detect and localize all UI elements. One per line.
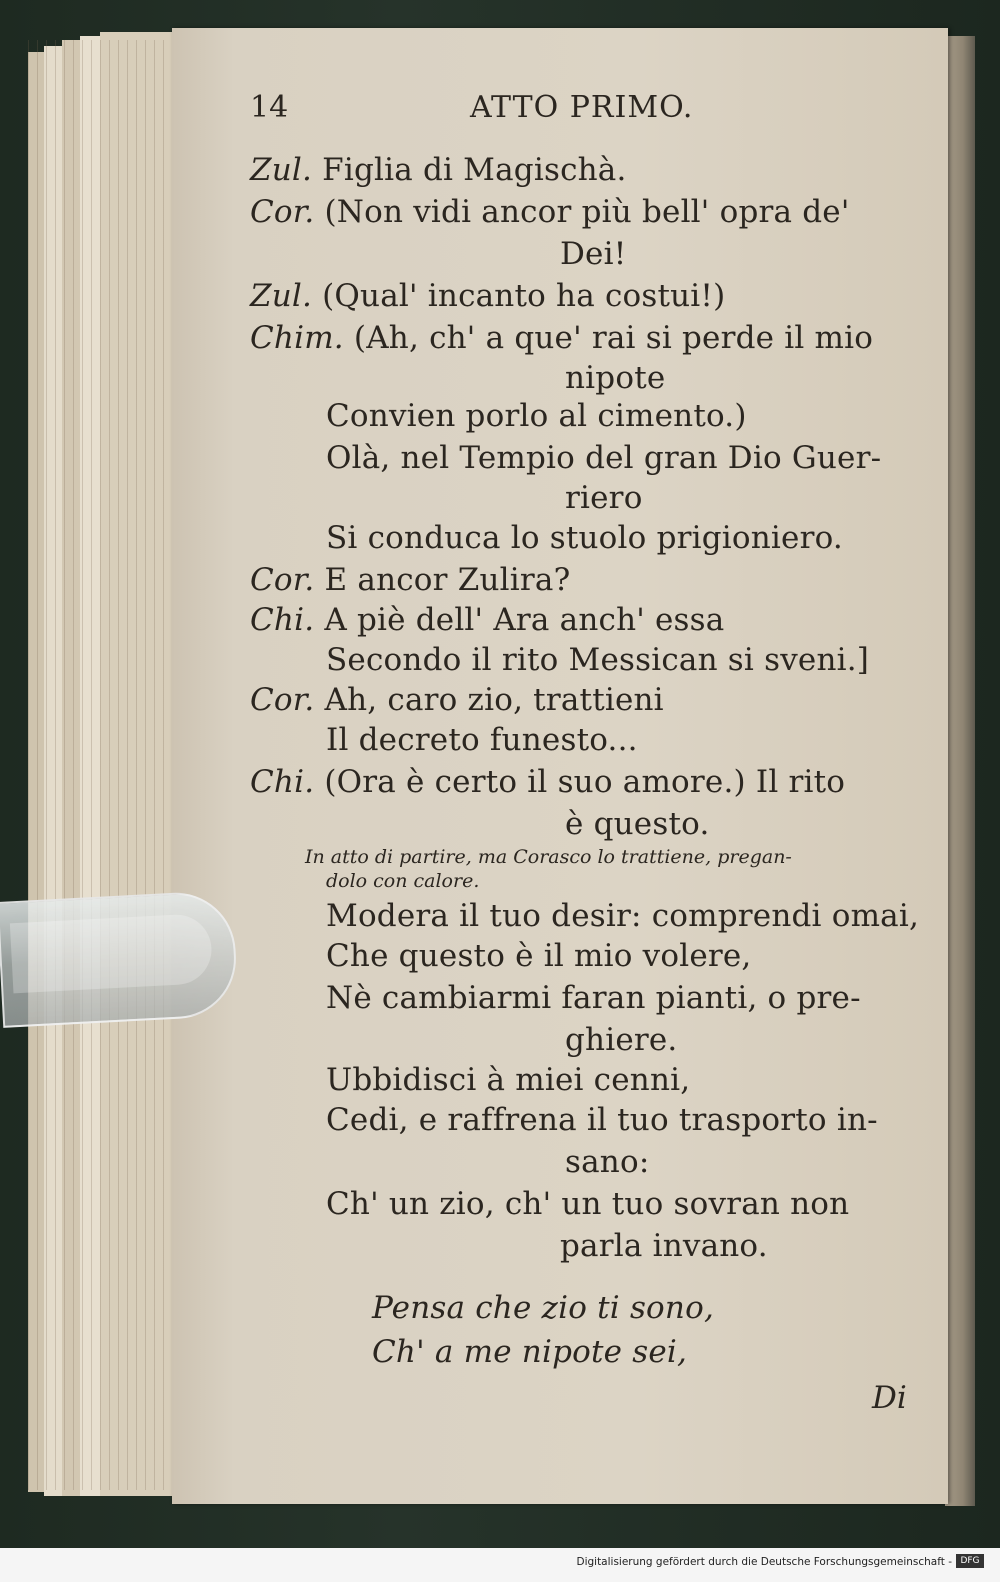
speaker: Cor.	[250, 562, 315, 598]
page-edges-stack	[28, 40, 188, 1490]
page-marker-clip	[0, 890, 239, 1028]
dialogue-line: Ch' un zio, ch' un tuo sovran non	[326, 1186, 850, 1222]
dialogue-line: Nè cambiarmi faran pianti, o pre-	[326, 980, 861, 1016]
dialogue-line: è questo.	[565, 806, 710, 842]
dialogue-line: Chi. (Ora è certo il suo amore.) Il rito	[250, 764, 846, 800]
dialogue-line: Cor. E ancor Zulira?	[250, 562, 571, 598]
catchword: Di	[872, 1380, 907, 1416]
running-title: ATTO PRIMO.	[470, 90, 694, 125]
page-binding-shadow	[945, 36, 975, 1506]
speaker: Zul.	[250, 152, 313, 188]
dialogue-line: riero	[565, 480, 643, 516]
dialogue-line: Zul. (Qual' incanto ha costui!)	[250, 278, 726, 314]
speaker: Zul.	[250, 278, 313, 314]
dialogue-line: Cor. (Non vidi ancor più bell' opra de'	[250, 194, 850, 230]
dialogue-line: Chim. (Ah, ch' a que' rai si perde il mio	[250, 320, 874, 356]
dialogue-line: Il decreto funesto...	[326, 722, 638, 758]
speaker: Chim.	[250, 320, 344, 356]
stage-direction: In atto di partire, ma Corasco lo trattiene, pregan-	[305, 846, 792, 868]
dialogue-line: Cor. Ah, caro zio, trattieni	[250, 682, 664, 718]
dialogue-line: Zul. Figlia di Magischà.	[250, 152, 627, 188]
page-number: 14	[250, 90, 289, 125]
dialogue-line: parla invano.	[560, 1228, 768, 1264]
dialogue-line: sano:	[565, 1144, 650, 1180]
aria-line: Ch' a me nipote sei,	[372, 1334, 688, 1370]
dialogue-line: Ubbidisci à miei cenni,	[326, 1062, 691, 1098]
speaker: Cor.	[250, 682, 315, 718]
stage-direction: dolo con calore.	[326, 870, 480, 892]
speaker: Cor.	[250, 194, 315, 230]
aria-line: Pensa che zio ti sono,	[372, 1290, 714, 1326]
dialogue-line: Che questo è il mio volere,	[326, 938, 752, 974]
footer-credit: Digitalisierung gefördert durch die Deutsche Forschungsgemeinschaft -	[576, 1556, 952, 1568]
dialogue-line: nipote	[565, 360, 666, 396]
dfg-logo: DFG	[956, 1554, 984, 1568]
dialogue-line: Olà, nel Tempio del gran Dio Guer-	[326, 440, 882, 476]
speaker: Chi.	[250, 764, 315, 800]
dialogue-line: ghiere.	[565, 1022, 678, 1058]
speaker: Chi.	[250, 602, 315, 638]
dialogue-line: Si conduca lo stuolo prigioniero.	[326, 520, 843, 556]
dialogue-line: Convien porlo al cimento.)	[326, 398, 747, 434]
dialogue-line: Dei!	[560, 236, 627, 272]
dialogue-line: Chi. A piè dell' Ara anch' essa	[250, 602, 725, 638]
dialogue-line: Modera il tuo desir: comprendi omai,	[326, 898, 920, 934]
dialogue-line: Secondo il rito Messican si sveni.]	[326, 642, 870, 678]
dialogue-line: Cedi, e raffrena il tuo trasporto in-	[326, 1102, 878, 1138]
